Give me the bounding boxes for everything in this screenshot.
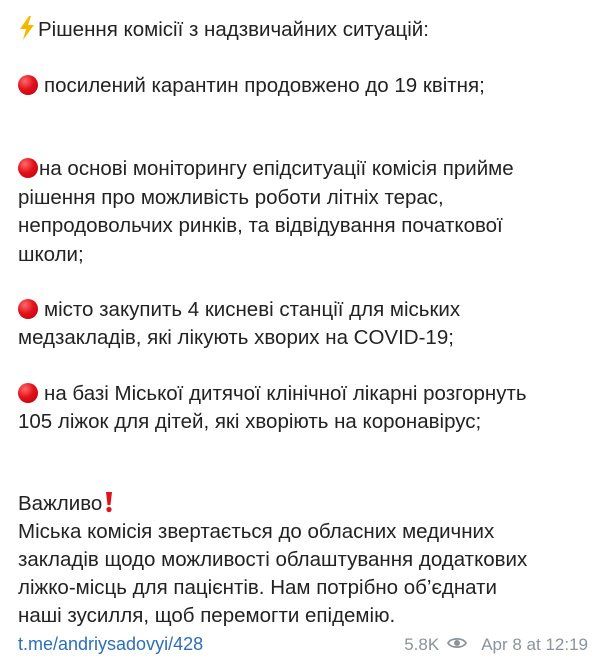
message-footer [18, 634, 588, 662]
list-item-continuation: 105 ліжок для дітей, які хворіють на коронавірус; [18, 410, 482, 433]
list-item-continuation: рішення про можливість роботи літніх терас, [18, 186, 444, 209]
list-item: місто закупить 4 кисневі станції для міських [18, 296, 460, 325]
important-heading: Важливо [18, 490, 114, 522]
list-item: на базі Міської дитячої клінічної лікарні розгорнуть [18, 380, 527, 409]
message-title: Рішення комісії з надзвичайних ситуацій: [38, 18, 429, 41]
red-circle-icon [18, 158, 38, 178]
list-item: на основі моніторингу епідситуації комісія прийме [18, 155, 514, 184]
red-circle-icon [18, 75, 38, 95]
important-text-line: ліжко-місць для пацієнтів. Нам потрібно об’єднати [18, 576, 497, 599]
list-item: посилений карантин продовжено до 19 квітня; [18, 72, 485, 101]
important-text-line: наші зусилля, щоб перемогти епідемію. [18, 604, 396, 627]
list-item-continuation: школи; [18, 243, 84, 266]
eye-icon [447, 635, 467, 655]
red-circle-icon [18, 383, 38, 403]
view-count: 5.8K [404, 635, 440, 654]
important-text-line: закладів щодо можливості облаштування додаткових [18, 548, 528, 571]
exclamation-icon [104, 491, 114, 522]
lightning-icon [18, 16, 36, 49]
timestamp: Apr 8 at 12:19 [481, 635, 588, 654]
message-title-line [18, 16, 429, 49]
list-item-continuation: непродовольчих ринків, та відвідування початкової [18, 214, 503, 237]
list-item-continuation: медзакладів, які лікують хворих на COVID-19; [18, 326, 454, 349]
post-link[interactable]: t.me/andriysadovyi/428 [18, 634, 204, 654]
message-meta [404, 635, 588, 655]
red-circle-icon [18, 299, 38, 319]
important-text-line: Міська комісія звертається до обласних медичних [18, 520, 495, 543]
